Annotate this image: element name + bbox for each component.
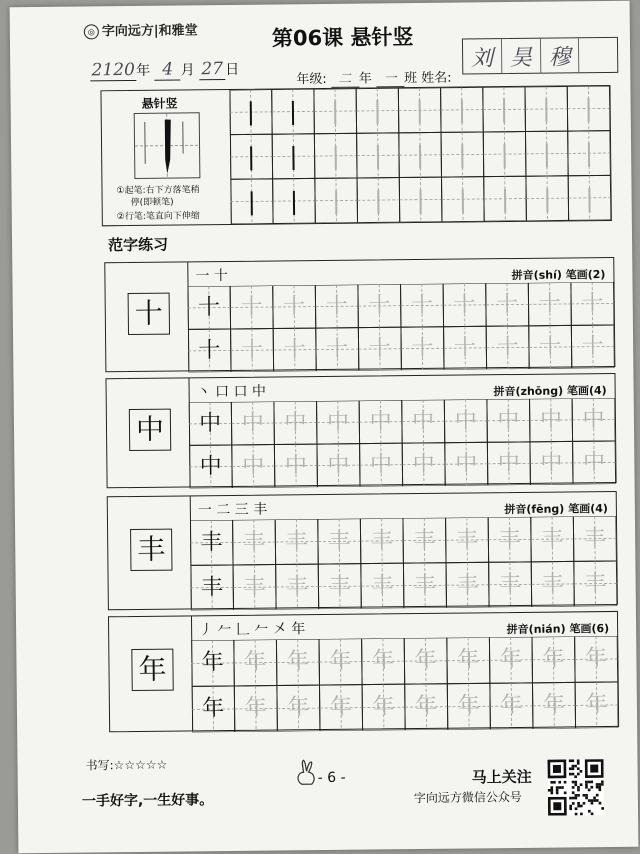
char-practice-grid <box>188 282 615 372</box>
char-block-shi <box>104 257 615 372</box>
qr-module <box>550 789 553 792</box>
date-year: 2120 <box>91 59 135 81</box>
practice-stroke: | <box>415 140 425 170</box>
qr-module <box>575 794 578 797</box>
practice-char: 年 <box>584 646 608 672</box>
qr-module <box>564 791 567 794</box>
practice-char: 丰 <box>285 528 308 554</box>
model-char: 年 <box>131 649 173 691</box>
practice-char: 丰 <box>584 570 607 596</box>
practice-char: 中 <box>284 452 308 478</box>
qr-module <box>588 789 591 792</box>
qr-module <box>585 794 588 797</box>
practice-stroke: | <box>289 186 299 216</box>
practice-char: 十 <box>368 335 391 362</box>
qr-module <box>572 786 575 789</box>
qr-module <box>588 781 591 784</box>
qr-module <box>577 789 580 792</box>
date-day: 27 <box>199 59 225 80</box>
qr-module <box>548 789 551 792</box>
model-char: 中 <box>129 409 171 451</box>
qr-module <box>577 773 580 776</box>
practice-char: 丰 <box>456 571 479 598</box>
char-block-zhong <box>105 373 616 488</box>
qr-module <box>561 786 564 789</box>
practice-stroke: | <box>331 97 340 126</box>
stroke-note-move: ②行笔:笔直向下伸缩 <box>116 211 200 223</box>
rating <box>85 756 167 774</box>
strokes-label: 笔画(4) <box>568 502 608 516</box>
qr-module <box>550 786 553 789</box>
practice-char: 十 <box>581 290 604 316</box>
name-char <box>579 38 617 72</box>
qr-module <box>598 788 601 791</box>
grade-label: 年级: <box>296 71 327 88</box>
char-block-nian <box>108 611 619 732</box>
practice-char: 年 <box>244 649 267 675</box>
practice-stroke: | <box>247 142 256 171</box>
qr-module <box>601 807 604 810</box>
char-info <box>493 382 606 399</box>
practice-char: 年 <box>201 650 224 676</box>
qr-module <box>569 805 572 808</box>
qr-module <box>572 797 575 800</box>
practice-char: 丰 <box>242 529 266 555</box>
qr-module <box>580 813 583 816</box>
stroke-order: 一 二 三 丰 <box>197 501 268 519</box>
practice-stroke: | <box>331 186 341 215</box>
char-info <box>512 266 606 283</box>
stroke-demo-diagram <box>134 112 201 179</box>
practice-stroke: | <box>331 141 340 170</box>
practice-char: 中 <box>199 453 222 479</box>
qr-module <box>550 792 553 795</box>
qr-module <box>569 807 572 810</box>
char-info <box>507 620 610 637</box>
practice-char: 年 <box>287 695 310 721</box>
qr-module <box>575 813 578 816</box>
practice-char: 丰 <box>498 526 521 552</box>
practice-stroke: | <box>415 96 424 125</box>
qr-module <box>569 773 572 776</box>
practice-char: 中 <box>284 409 307 435</box>
practice-char: 丰 <box>541 526 564 552</box>
practice-char: 丰 <box>200 529 223 555</box>
stroke-practice-table <box>100 85 611 226</box>
qr-module <box>601 780 604 783</box>
student-name-box <box>462 37 618 75</box>
practice-char: 中 <box>412 408 435 434</box>
qr-module <box>575 797 578 800</box>
practice-char: 年 <box>542 692 566 718</box>
practice-char: 十 <box>197 294 221 320</box>
date-line <box>90 59 239 82</box>
date-year-label: 年 <box>136 62 151 79</box>
qr-module <box>577 767 580 770</box>
practice-char: 中 <box>327 452 350 478</box>
practice-stroke: | <box>288 97 298 126</box>
pinyin-label: 拼音(nián) <box>506 622 566 637</box>
practice-char: 丰 <box>370 527 394 554</box>
qr-module <box>591 799 594 802</box>
practice-char: 中 <box>540 450 563 476</box>
strokes-label: 笔画(6) <box>569 622 610 636</box>
qr-module <box>577 802 580 805</box>
qr-module <box>577 759 580 762</box>
practice-stroke: | <box>585 183 594 212</box>
practice-char: 年 <box>499 646 523 673</box>
practice-char: 中 <box>582 406 605 432</box>
qr-module <box>596 786 599 789</box>
stroke-order: 丿 𠂉 𠃊 𠂉 㐅 年 <box>199 621 306 639</box>
page-number: - 6 - <box>317 769 346 787</box>
practice-char: 丰 <box>498 571 522 597</box>
char-practice-grid <box>190 516 617 610</box>
qr-module <box>598 783 601 786</box>
qr-module <box>593 797 596 800</box>
practice-char: 丰 <box>200 574 224 600</box>
practice-char: 年 <box>372 694 395 720</box>
practice-char: 年 <box>500 692 523 719</box>
stroke-practice-grid <box>229 86 610 224</box>
practice-stroke: | <box>458 185 468 214</box>
practice-char: 丰 <box>328 573 351 599</box>
practice-char: 中 <box>369 408 392 435</box>
name-char: 穆 <box>540 38 579 72</box>
practice-char: 丰 <box>455 526 479 553</box>
stroke-lesson-title: 悬针竖 <box>141 96 178 111</box>
worksheet-photo <box>10 1 639 853</box>
rating-stars-icon: ☆☆☆☆☆ <box>113 757 168 773</box>
qr-module <box>572 802 575 805</box>
brand-emblem-icon: ◎ <box>84 24 99 39</box>
qr-module <box>569 797 572 800</box>
qr-module <box>553 802 561 810</box>
date-month-label: 月 <box>180 62 195 79</box>
stroke-note-pause: 停(即顿笔) <box>130 197 174 209</box>
qr-module <box>564 781 567 784</box>
qr-module <box>593 799 596 802</box>
qr-module <box>596 794 599 797</box>
qr-module <box>588 799 591 802</box>
name-char: 昊 <box>502 39 541 73</box>
pinyin-label: 拼音(fēng) <box>504 502 565 517</box>
practice-char: 年 <box>329 694 353 720</box>
qr-module <box>572 767 575 770</box>
practice-char: 中 <box>539 407 563 433</box>
practice-stroke: | <box>458 140 467 169</box>
qr-module <box>590 764 598 772</box>
qr-module <box>558 786 561 789</box>
date-month: 4 <box>155 59 181 80</box>
stroke-demo-icon <box>135 113 200 178</box>
qr-module <box>590 781 593 784</box>
qr-module <box>591 802 594 805</box>
practice-char: 中 <box>199 410 222 436</box>
stroke-lesson-panel <box>101 90 231 225</box>
qr-module <box>569 759 572 762</box>
practice-char: 年 <box>457 647 480 673</box>
char-block-feng <box>107 491 618 610</box>
qr-module <box>574 775 577 778</box>
practice-stroke: | <box>457 95 467 124</box>
class-value: 一 <box>376 67 404 87</box>
practice-stroke: | <box>373 96 382 125</box>
practice-char: 年 <box>244 695 267 721</box>
practice-char: 年 <box>457 693 480 719</box>
practice-char: 年 <box>542 646 565 672</box>
practice-stroke: | <box>416 185 425 214</box>
brand-logo <box>84 19 198 39</box>
practice-char: 十 <box>368 292 391 319</box>
practice-stroke: | <box>500 140 509 169</box>
qr-module <box>585 797 588 800</box>
qr-module <box>572 773 575 776</box>
model-char: 丰 <box>130 529 172 571</box>
practice-char: 中 <box>241 410 264 436</box>
practice-char: 年 <box>415 693 438 720</box>
qr-module <box>591 813 594 816</box>
qr-module <box>569 767 572 770</box>
qr-module <box>572 765 575 768</box>
practice-char: 中 <box>497 407 520 433</box>
stroke-note-start: ①起笔:右下方落笔稍 <box>116 185 200 197</box>
practice-stroke: | <box>584 94 593 123</box>
qr-module <box>583 794 586 797</box>
qr-module <box>590 786 593 789</box>
practice-char: 十 <box>410 292 434 318</box>
practice-char: 年 <box>329 648 352 674</box>
qr-module <box>574 781 577 784</box>
practice-stroke: | <box>500 184 510 213</box>
rating-label: 书写: <box>85 758 114 773</box>
qr-module <box>577 762 580 765</box>
practice-char: 丰 <box>286 573 309 599</box>
practice-char: 中 <box>497 450 521 476</box>
practice-stroke: | <box>543 184 552 213</box>
practice-char: 年 <box>202 696 225 722</box>
qr-module <box>556 792 559 795</box>
practice-stroke: | <box>289 142 298 171</box>
practice-char: 丰 <box>371 572 394 599</box>
qr-module <box>556 789 559 792</box>
qr-module <box>580 783 583 786</box>
qr-module <box>553 765 561 773</box>
qr-code-icon <box>547 759 604 816</box>
practice-char: 丰 <box>583 525 606 551</box>
practice-stroke: | <box>584 139 594 168</box>
model-char: 十 <box>128 293 170 335</box>
strokes-label: 笔画(2) <box>565 268 606 282</box>
practice-char: 十 <box>240 337 264 363</box>
qr-module <box>596 799 599 802</box>
qr-module <box>596 783 599 786</box>
practice-char: 十 <box>539 334 562 360</box>
practice-char: 十 <box>326 336 349 362</box>
stroke-order: 丶 口 口 中 <box>196 383 267 401</box>
char-practice-grid <box>189 398 616 488</box>
brand-text: 字向远方|和雅堂 <box>101 23 198 40</box>
qr-module <box>585 786 588 789</box>
qr-module <box>599 802 602 805</box>
practice-char: 十 <box>453 334 477 361</box>
qr-module <box>580 770 583 773</box>
practice-char: 丰 <box>243 574 266 600</box>
practice-char: 年 <box>414 647 437 674</box>
grade-line <box>296 67 451 89</box>
qr-module <box>598 786 601 789</box>
class-name-label: 班 姓名: <box>403 70 452 87</box>
practice-stroke: | <box>542 139 551 168</box>
practice-char: 十 <box>325 293 348 319</box>
practice-char: 十 <box>240 294 263 320</box>
stroke-order: 一 十 <box>195 267 228 285</box>
qr-module <box>577 794 580 797</box>
practice-char: 十 <box>453 291 476 318</box>
practice-stroke: | <box>373 141 383 170</box>
practice-char: 丰 <box>328 528 351 554</box>
practice-char: 中 <box>455 450 478 477</box>
practice-char: 十 <box>496 291 519 317</box>
qr-module <box>558 781 561 784</box>
practice-stroke: | <box>542 94 551 124</box>
practice-char: 年 <box>286 649 310 675</box>
practice-char: 中 <box>454 407 477 434</box>
pinyin-label: 拼音(shí) <box>511 268 562 283</box>
practice-char: 十 <box>496 334 519 360</box>
practice-char: 十 <box>283 336 306 362</box>
practice-char: 十 <box>581 333 604 359</box>
practice-char: 中 <box>326 409 350 435</box>
practice-char: 年 <box>371 648 395 674</box>
char-practice-grid <box>191 636 618 732</box>
rabbit-icon <box>293 758 319 786</box>
practice-char: 中 <box>582 449 606 475</box>
qr-module <box>553 781 556 784</box>
follow-label: 马上关注 <box>471 767 532 787</box>
practice-char: 中 <box>369 451 393 478</box>
practice-char: 十 <box>198 337 221 363</box>
practice-char: 中 <box>242 453 265 479</box>
practice-stroke: | <box>499 95 509 124</box>
qr-module <box>588 810 591 813</box>
motto: 一手好字,一生好事。 <box>81 792 214 810</box>
practice-char: 中 <box>412 451 435 477</box>
qr-module <box>572 791 575 794</box>
qr-module <box>575 807 578 810</box>
practice-char: 十 <box>411 335 434 361</box>
practice-stroke: | <box>246 98 256 127</box>
qr-module <box>574 765 577 768</box>
qr-module <box>583 802 586 805</box>
qr-module <box>550 781 553 784</box>
qr-module <box>574 783 577 786</box>
practice-stroke: | <box>247 187 256 216</box>
char-info <box>504 500 608 517</box>
qr-module <box>577 786 580 789</box>
section-title: 范字练习 <box>107 235 169 255</box>
qr-module <box>585 783 588 786</box>
qr-module <box>585 781 588 784</box>
pinyin-label: 拼音(zhōng) <box>493 384 564 399</box>
grade-value: 二 <box>331 68 359 88</box>
practice-char: 丰 <box>541 570 564 597</box>
date-day-label: 日 <box>225 61 240 79</box>
strokes-label: 笔画(4) <box>566 384 607 398</box>
qr-module <box>577 805 580 808</box>
practice-stroke: | <box>374 186 383 215</box>
lesson-title: 第06课 悬针竖 <box>271 25 414 51</box>
qr-module <box>571 759 574 762</box>
qr-module <box>556 786 559 789</box>
practice-char: 丰 <box>413 527 436 553</box>
name-char: 刘 <box>463 39 502 73</box>
qr-module <box>572 781 575 784</box>
qr-module <box>580 805 583 808</box>
qr-module <box>601 783 604 786</box>
grade-unit: 年 <box>358 71 372 87</box>
practice-char: 年 <box>585 692 608 718</box>
practice-char: 丰 <box>413 572 437 598</box>
practice-char: 十 <box>538 291 561 317</box>
practice-char: 十 <box>283 293 306 319</box>
wechat-label: 字向远方微信公众号 <box>413 789 522 806</box>
